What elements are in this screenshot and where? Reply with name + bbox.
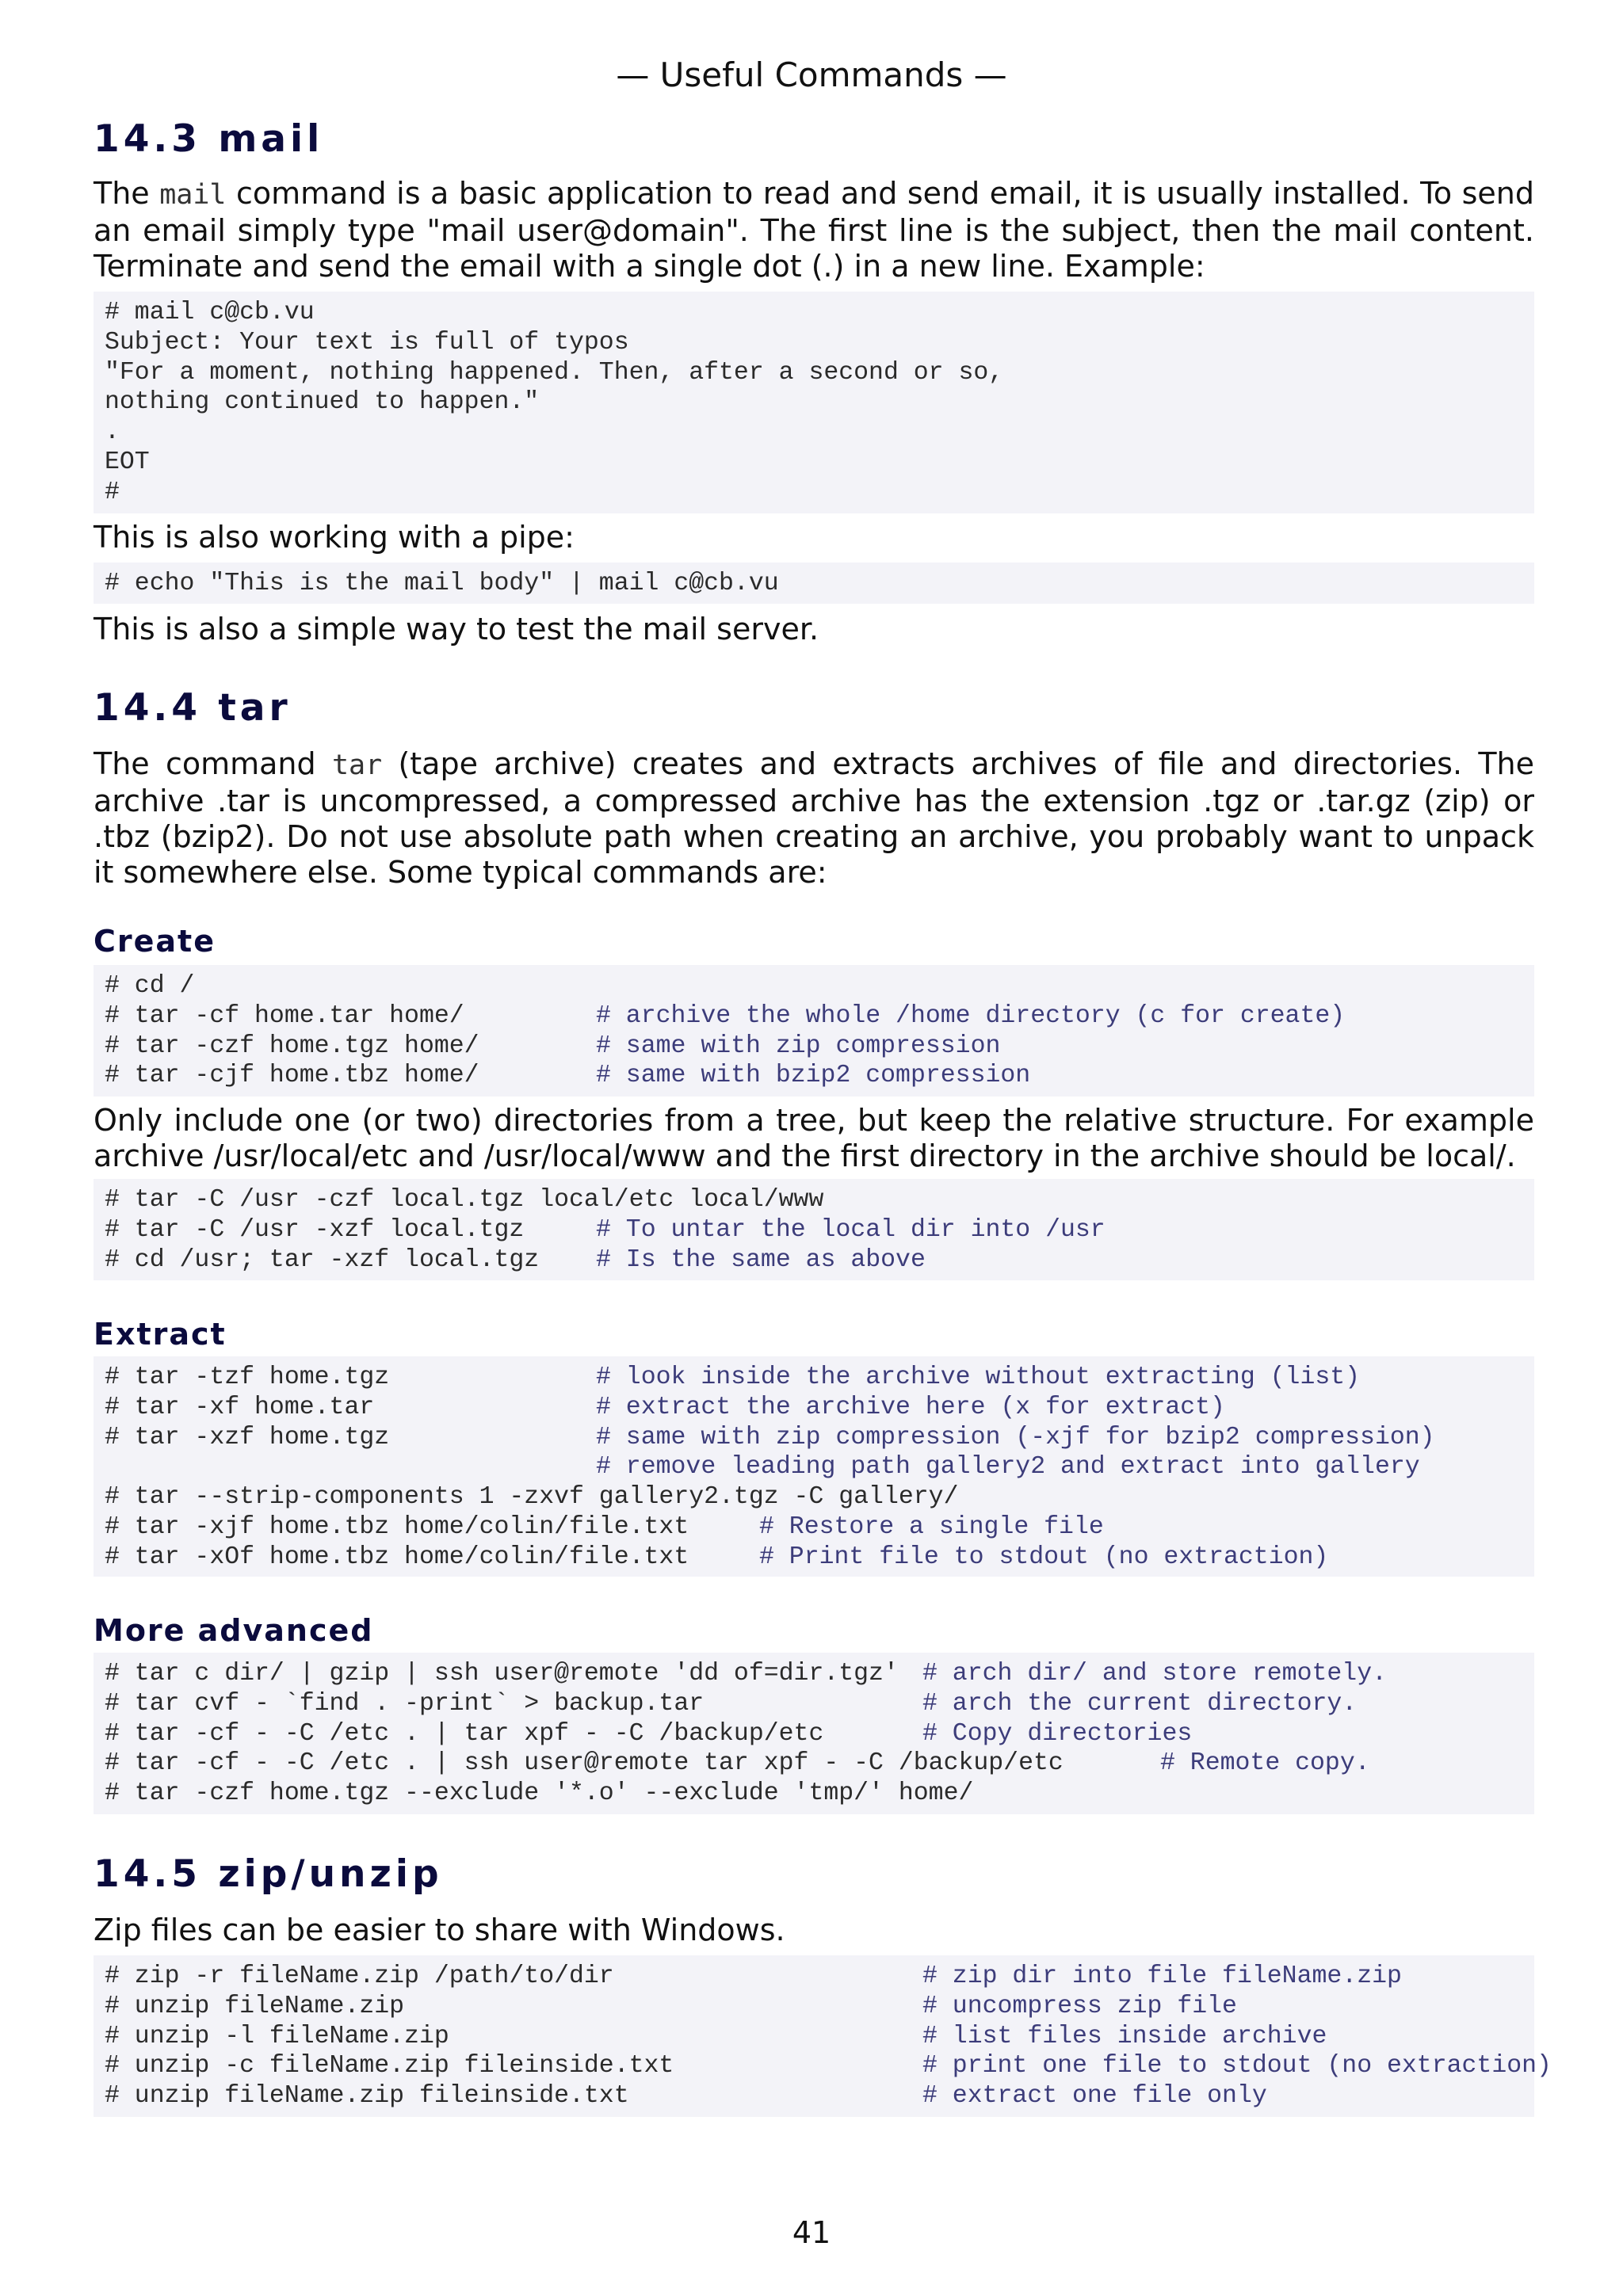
code-block-tar-create: [94, 965, 1534, 1097]
code-comment: # same with zip compression: [596, 1032, 1001, 1060]
subheading-extract: Extract: [94, 1317, 227, 1352]
code-command: # tar -xzf home.tgz: [105, 1423, 390, 1451]
code-command: # tar --strip-components 1 -zxvf gallery2.tgz -C gallery/: [105, 1483, 959, 1512]
code-command: # tar -tzf home.tgz: [105, 1363, 390, 1391]
code-command: # tar -czf home.tgz --exclude '*.o' --exclude 'tmp/' home/: [105, 1779, 974, 1808]
code-line: [105, 2051, 1552, 2081]
code-line: [105, 2081, 1523, 2111]
code-line: [105, 2022, 1523, 2052]
code-line: [105, 1992, 1523, 2022]
section-heading-mail: 14.3 mail: [94, 117, 324, 161]
tar-intro-suffix: (tape archive) creates and extracts archives of file and directories. The archive .tar is uncompressed, a compressed archive has the extension .tgz or .tar.gz (zip) or .tbz (bzip2). Do not use absolute path when creating an archive, you probably want to unpack it somewhere else. Some typical commands are:: [94, 746, 1534, 890]
code-command: # unzip fileName.zip: [105, 1992, 405, 2020]
code-line: [105, 1185, 1523, 1215]
code-block-tar-extract: [94, 1356, 1534, 1577]
code-line: [105, 1393, 1523, 1423]
code-command: # tar -xf home.tar: [105, 1393, 375, 1421]
code-block-tar-advanced: [94, 1653, 1534, 1814]
code-line: [105, 358, 1523, 388]
subheading-create: Create: [94, 924, 216, 959]
code-line: [105, 478, 1523, 508]
tar-intro-prefix: The command: [94, 746, 332, 781]
code-comment: # list files inside archive: [922, 2022, 1327, 2050]
code-comment: # same with bzip2 compression: [596, 1062, 1031, 1090]
code-text: Subject: Your text is full of typos: [105, 328, 629, 357]
code-command: # tar -cf - -C /etc . | tar xpf - -C /backup/etc: [105, 1719, 824, 1748]
code-command: # tar -C /usr -czf local.tgz local/etc local/www: [105, 1186, 824, 1214]
code-command: # unzip -c fileName.zip fileinside.txt: [105, 2052, 674, 2081]
running-header: — Useful Commands —: [616, 55, 1007, 94]
code-line: [105, 1215, 1523, 1245]
code-line: [105, 1689, 1523, 1719]
code-text: # mail c@cb.vu: [105, 299, 315, 326]
code-command: # unzip fileName.zip fileinside.txt: [105, 2082, 629, 2111]
code-command: # tar -xOf home.tbz home/colin/file.txt: [105, 1543, 689, 1571]
code-text: # echo "This is the mail body" | mail c@cb.vu: [105, 570, 779, 597]
code-line: [105, 1659, 1523, 1689]
code-command: # tar -cf - -C /etc . | ssh user@remote tar xpf - -C /backup/etc: [105, 1749, 1064, 1778]
code-command: # tar -cf home.tar home/: [105, 1001, 464, 1030]
code-block-zip: [94, 1955, 1552, 2117]
code-command: # tar -cjf home.tbz home/: [105, 1062, 479, 1090]
code-line: [105, 1749, 1523, 1779]
section-heading-zip: 14.5 zip/unzip: [94, 1852, 443, 1896]
code-comment: # To untar the local dir into /usr: [596, 1215, 1106, 1244]
code-text: nothing continued to happen.": [105, 388, 540, 417]
code-line: [105, 298, 1523, 328]
code-command: # tar cvf - `find . -print` > backup.tar: [105, 1689, 705, 1718]
code-comment: # remove leading path gallery2 and extract into gallery: [596, 1453, 1420, 1482]
code-comment: # zip dir into file fileName.zip: [922, 1962, 1402, 1990]
code-comment: # uncompress zip file: [922, 1992, 1237, 2020]
code-comment: # look inside the archive without extracting (list): [596, 1363, 1361, 1391]
code-command: # tar -xjf home.tbz home/colin/file.txt: [105, 1512, 689, 1541]
code-comment: # same with zip compression (-xjf for bzip2 compression): [596, 1423, 1435, 1451]
code-command: # zip -r fileName.zip /path/to/dir: [105, 1962, 614, 1990]
code-line: [105, 1482, 1523, 1512]
tar-inline-command: tar: [331, 749, 383, 781]
code-command: # tar -czf home.tgz home/: [105, 1032, 479, 1060]
code-line: [105, 1032, 1523, 1062]
mail-intro-prefix: The: [94, 176, 160, 211]
code-line: [105, 328, 1523, 358]
code-command: # tar -C /usr -xzf local.tgz: [105, 1215, 525, 1244]
code-line: [105, 448, 1523, 478]
code-comment: # Is the same as above: [596, 1245, 926, 1274]
code-line: [105, 1245, 1523, 1276]
code-line: [105, 1543, 1523, 1573]
mail-intro-paragraph: [94, 176, 1534, 284]
code-text: .: [105, 418, 120, 447]
code-line: [105, 418, 1523, 448]
code-comment: # extract the archive here (x for extract): [596, 1393, 1225, 1421]
section-heading-tar: 14.4 tar: [94, 686, 292, 730]
code-command: # unzip -l fileName.zip: [105, 2022, 449, 2050]
code-comment: # extract one file only: [922, 2082, 1267, 2111]
code-comment: # Copy directories: [922, 1719, 1193, 1748]
code-comment: # print one file to stdout (no extraction): [922, 2052, 1552, 2081]
zip-intro-text: Zip files can be easier to share with Windows.: [94, 1913, 785, 1947]
code-line: [105, 971, 1523, 1001]
mail-outro-text: This is also a simple way to test the mail server.: [94, 612, 819, 646]
code-text: "For a moment, nothing happened. Then, after a second or so,: [105, 358, 1004, 387]
code-comment: # arch dir/ and store remotely.: [922, 1660, 1387, 1688]
code-command: # cd /: [105, 972, 195, 1000]
code-line: [105, 569, 1523, 599]
tar-intro-paragraph: [94, 746, 1534, 891]
code-comment: # Restore a single file: [759, 1512, 1104, 1541]
page-number: 41: [792, 2215, 831, 2250]
code-line: [105, 1001, 1523, 1032]
code-line: [105, 1512, 1523, 1543]
code-command: # tar c dir/ | gzip | ssh user@remote 'dd of=dir.tgz': [105, 1660, 899, 1688]
code-line: [105, 1423, 1523, 1453]
code-text: EOT: [105, 448, 150, 476]
subheading-more-advanced: More advanced: [94, 1613, 374, 1648]
code-comment: # Print file to stdout (no extraction): [759, 1543, 1329, 1571]
code-comment: # archive the whole /home directory (c for create): [596, 1001, 1346, 1030]
code-line: [105, 1962, 1523, 1992]
mail-intro-suffix: command is a basic application to read and send email, it is usually installed. To send an email simply type "mail user@domain". The first line is the subject, then the mail content. Terminate and send the email with a single dot (.) in a new line. Example:: [94, 176, 1534, 284]
code-line: [105, 1452, 1523, 1482]
code-line: [105, 1719, 1523, 1749]
code-text: #: [105, 478, 120, 506]
code-block-mail-example: [94, 292, 1534, 513]
mail-inline-command: mail: [159, 179, 227, 211]
code-block-mail-pipe: [94, 563, 1534, 604]
code-comment: # Remote copy.: [1160, 1749, 1370, 1778]
code-command: # cd /usr; tar -xzf local.tgz: [105, 1245, 540, 1274]
code-comment: # arch the current directory.: [922, 1689, 1358, 1718]
tar-include-paragraph: Only include one (or two) directories from a tree, but keep the relative structure. For example archive /usr/local/etc and /usr/local/www and the first directory in the archive should be local/.: [94, 1103, 1534, 1173]
code-line: [105, 1779, 1523, 1809]
code-line: [105, 387, 1523, 418]
mail-pipe-text: This is also working with a pipe:: [94, 520, 575, 555]
code-block-tar-include: [94, 1179, 1534, 1280]
code-line: [105, 1061, 1523, 1091]
code-line: [105, 1363, 1523, 1393]
